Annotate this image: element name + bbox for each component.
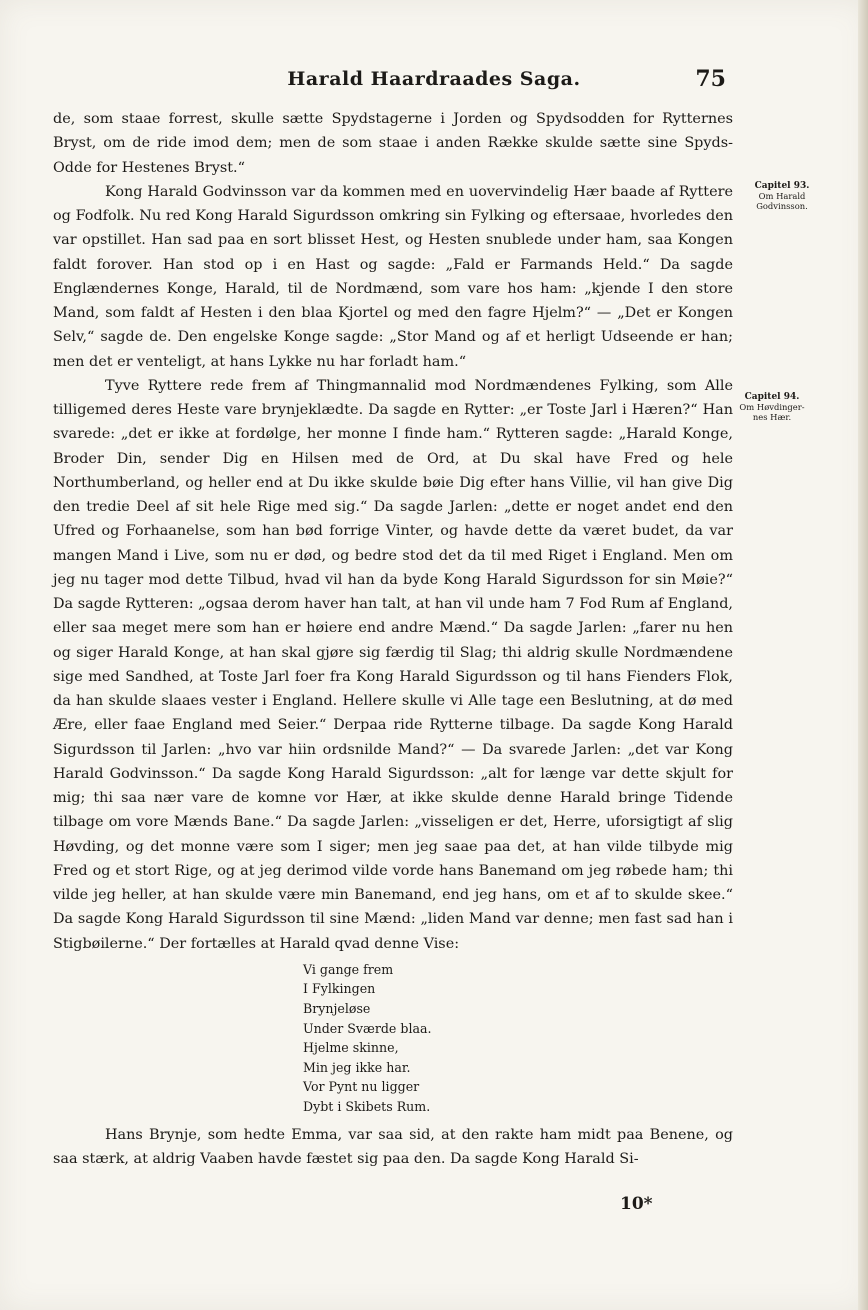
sidenote-chapter-94 — [728, 392, 816, 422]
page-header — [0, 68, 868, 98]
verse-line: Under Sværde blaa. — [303, 1020, 432, 1036]
paragraph: Tyve Ryttere rede frem af Thingmannalid mod Nordmændenes Fylking, som Alle tilligemed deres Heste vare brynjeklædte. Da sagde en Rytter: „er Toste Jarl i Hæren?“ Han svarede: „det er ikke at fordølge, her monne I finde ham.“ Rytteren sagde: „Harald Konge, Broder Din, sender Dig en Hilsen med de Ord, at Du skal have Fred og hele Northumberland, og heller end at Du ikke skulde bøie Dig efter hans Villie, vil han give Dig den tredie Deel af sit hele Rige med sig.“ Da sagde Jarlen: „dette er noget andet end den Ufred og Forhaanelse, som han bød forrige Vinter, og havde dette da været budet, da var mangen Mand i Live, som nu er død, og bedre stod det da til med Riget i England. Men om jeg nu tager mod dette Tilbud, hvad vil han da byde Kong Harald Sigurdsson for sin Møie?“ Da sagde Rytteren: „ogsaa derom haver han talt, at han vil unde ham 7 Fod Rum af England, eller saa meget mere som han er høiere end andre Mænd.“ Da sagde Jarlen: „farer nu hen og siger Harald Konge, at han skal gjøre sig færdig til Slag; thi aldrig skulle Nordmændene sige med Sandhed, at Toste Jarl foer fra Kong Harald Sigurdsson og til hans Fienders Flok, da han skulde slaaes vester i England. Hellere skulle vi Alle tage een Beslutning, at dø med Ære, eller faae England med Seier.“ Derpaa ride Rytterne tilbage. Da sagde Kong Harald Sigurdsson til Jarlen: „hvo var hiin ordsnilde Mand?“ — Da svarede Jarlen: „det var Kong Harald Godvinsson.“ Da sagde Kong Harald Sigurdsson: „alt for længe var dette skjult for mig; thi saa nær vare de komne vor Hær, at ikke skulde denne Harald bringe Tidende tilbage om vore Mænds Bane.“ Da sagde Jarlen: „visseligen er det, Herre, uforsigtigt af slig Høvding, og det monne være som I siger; men jeg saae paa det, at han vilde tilbyde mig Fred og et stort Rige, og at jeg derimod vilde vorde hans Banemand om jeg røbede ham; thi vilde jeg heller, at han skulde være min Banemand, end jeg hans, om et af to skulde skee.“ Da sagde Kong Harald Sigurdsson til sine Mænd: „liden Mand var denne; men fast sad han i Stigbøilerne.“ Der fortælles at Harald qvad denne Vise: — [53, 377, 733, 952]
verse-line: Hjelme skinne, — [303, 1040, 399, 1056]
verse-line: I Fylkingen — [303, 981, 376, 997]
sidenote-heading: Capitel 94. — [744, 392, 800, 402]
sidenote-chapter-93 — [738, 181, 826, 211]
verse — [303, 960, 733, 1117]
page-edge — [858, 0, 868, 1310]
verse-line: Brynjeløse — [303, 1000, 371, 1016]
sidenote-line: Om Harald — [758, 191, 806, 201]
signature-mark: 10* — [620, 1194, 653, 1214]
sidenote-heading: Capitel 93. — [754, 181, 810, 191]
paragraph: Kong Harald Godvinsson var da kommen med en uovervindelig Hær baade af Ryttere og Fodfolk. Nu red Kong Harald Sigurdsson omkring sin Fylking og eftersaae, hvorledes den var opstillet. Han sad paa en sort blisset Hest, og Hesten snublede under ham, saa Kongen faldt forover. Han stod op i en Hast og sagde: „Fald er Farmands Held.“ Da sagde Englændernes Konge, Harald, til de Nordmænd, som vare hos ham: „kjende I den store Mand, som faldt af Hesten i den blaa Kjortel og med den fagre Hjelm?“ — „Det er Kongen Selv,“ sagde de. Den engelske Konge sagde: „Stor Mand og af et herligt Udseende er han; men det er venteligt, at hans Lykke nu har forladt ham.“ — [53, 183, 733, 370]
page-number: 75 — [695, 66, 726, 92]
verse-line: Vor Pynt nu ligger — [303, 1079, 420, 1095]
verse-line: Dybt i Skibets Rum. — [303, 1098, 431, 1114]
sidenote-line: Om Høvdinger- — [739, 402, 805, 412]
running-title: Harald Haardraades Saga. — [287, 68, 581, 90]
sidenote-line: nes Hær. — [752, 412, 792, 422]
paragraph: Hans Brynje, som hedte Emma, var saa sid, at den rakte ham midt paa Benene, og saa stærk, at aldrig Vaaben havde fæstet sig paa den. Da sagde Kong Harald Si- — [53, 1126, 733, 1167]
verse-line: Min jeg ikke har. — [303, 1059, 411, 1075]
verse-line: Vi gange frem — [303, 961, 394, 977]
body-text — [53, 107, 733, 1171]
sidenote-line: Godvinsson. — [756, 201, 808, 211]
paragraph: de, som staae forrest, skulle sætte Spydstagerne i Jorden og Spydsodden for Rytternes Bryst, om de ride imod dem; men de som staae i anden Række skulde sætte sine Spyds-Odde for Hestenes Bryst.“ — [53, 111, 733, 176]
